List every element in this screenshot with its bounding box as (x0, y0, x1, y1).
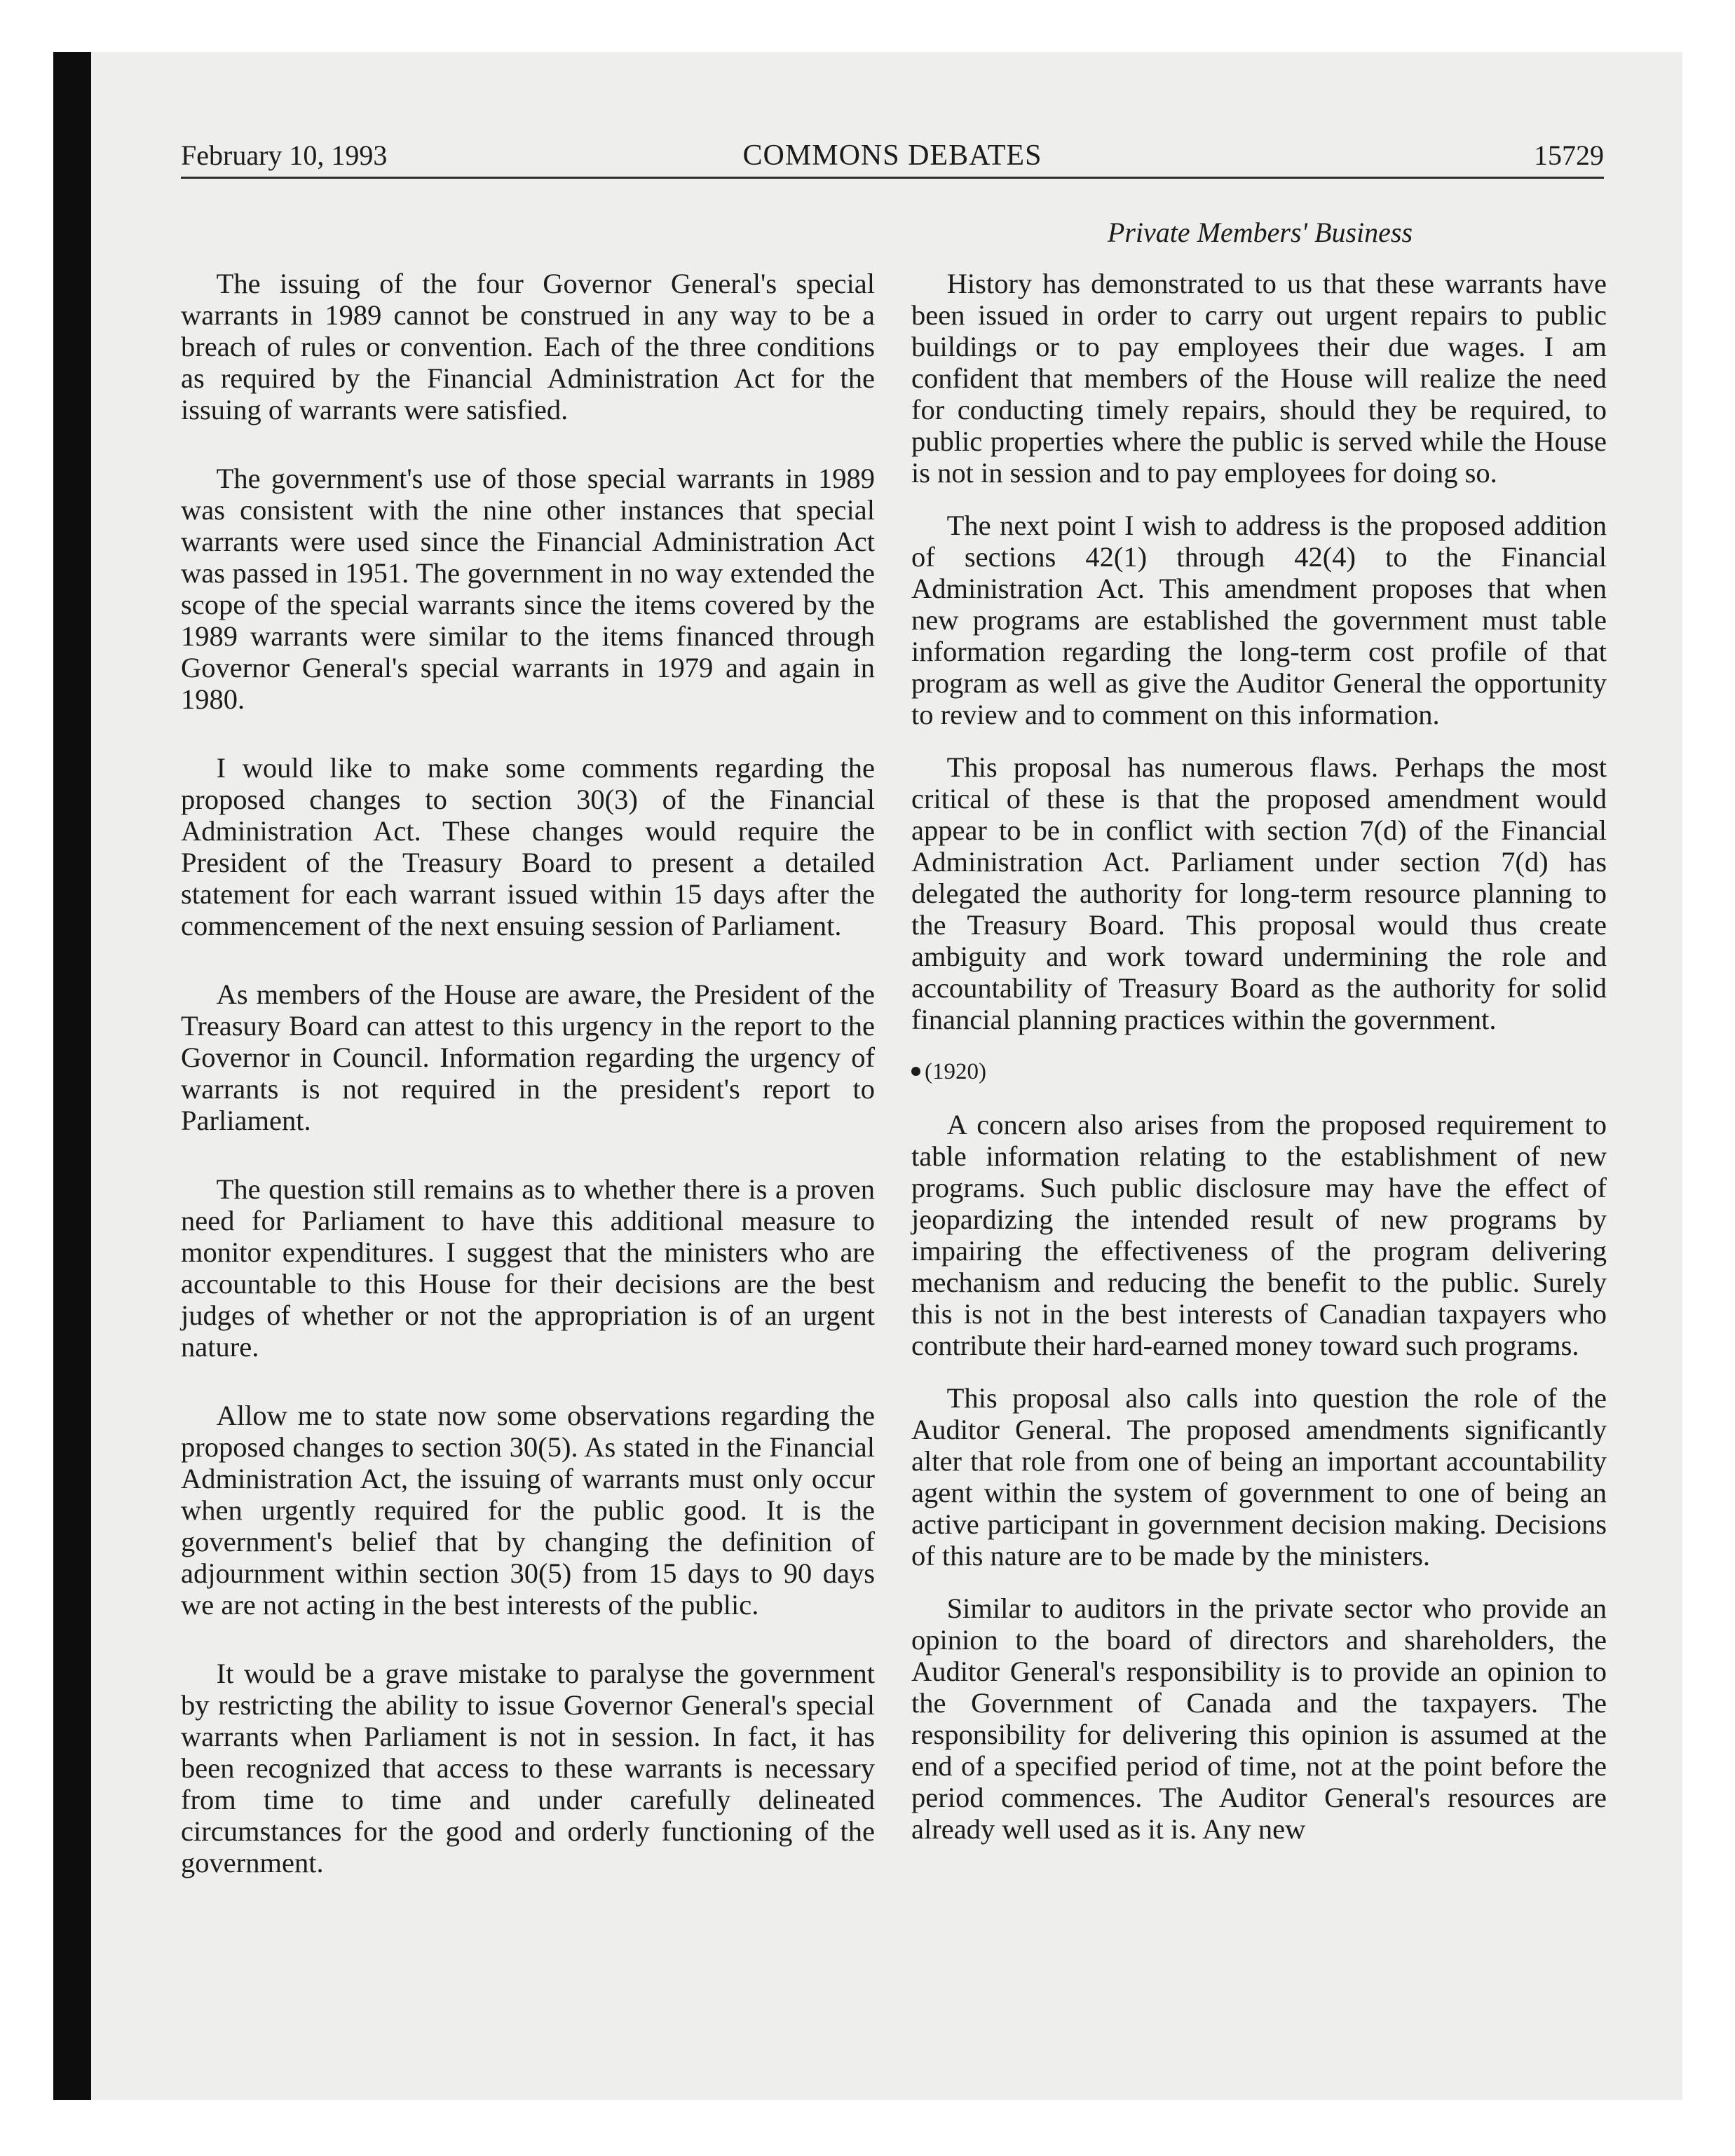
paragraph: Allow me to state now some observations regarding the proposed changes to section 30(5). As stated in the Financial Administration Act, the issuing of warrants must only occur when urgently required for the public good. It is the government's belief that by changing the definition of adjournment within section 30(5) from 15 days to 90 days we are not acting in the best interests of the public. (181, 1400, 875, 1621)
paragraph: A concern also arises from the proposed requirement to table information relating to the establishment of new programs. Such public disclosure may have the effect of jeopardizing the intended result of new programs by impairing the effectiveness of the program delivering mechanism and reducing the benefit to the public. Surely this is not in the best interests of Canadian taxpayers who contribute their hard-earned money toward such programs. (911, 1109, 1607, 1361)
section-heading: Private Members' Business (1107, 217, 1413, 248)
bullet-icon (911, 1067, 920, 1076)
right-column (911, 268, 1607, 1845)
scan-edge (53, 52, 91, 2100)
paragraph: The government's use of those special warrants in 1989 was consistent with the nine other instances that special warrants were used since the Financial Administration Act was passed in 1951. The government in no way extended the scope of the special warrants since the items covered by the 1989 warrants were similar to the items financed through Governor General's special warrants in 1979 and again in 1980. (181, 463, 875, 715)
paragraph: This proposal also calls into question the role of the Auditor General. The proposed amendments significantly alter that role from one of being an important accountability agent within the system of government to one of being an active participant in government decision making. Decisions of this nature are to be made by the ministers. (911, 1382, 1607, 1571)
paragraph: This proposal has numerous flaws. Perhaps the most critical of these is that the proposed amendment would appear to be in conflict with section 7(d) of the Financial Administration Act. Parliament under section 7(d) has delegated the authority for long-term resource planning to the Treasury Board. This proposal would thus create ambiguity and work toward undermining the role and accountability of Treasury Board as the authority for solid financial planning practices within the government. (911, 751, 1607, 1035)
paragraph: As members of the House are aware, the President of the Treasury Board can attest to this urgency in the report to the Governor in Council. Information regarding the urgency of warrants is not required in the president's report to Parliament. (181, 978, 875, 1136)
header-rule (181, 177, 1604, 179)
paragraph: The next point I wish to address is the proposed addition of sections 42(1) through 42(4) to the Financial Administration Act. This amendment proposes that when new programs are established the government must table information regarding the long-term cost profile of that program as well as give the Auditor General the opportunity to review and to comment on this information. (911, 510, 1607, 730)
header-page-number: 15729 (1534, 139, 1604, 171)
left-column (181, 268, 875, 1916)
header-title: COMMONS DEBATES (742, 139, 1042, 172)
page-header (181, 135, 1604, 177)
timestamp (911, 1056, 1607, 1088)
paragraph: The issuing of the four Governor General's special warrants in 1989 cannot be construed in any way to be a breach of rules or convention. Each of the three conditions as required by the Financial Administration Act for the issuing of warrants were satisfied. (181, 268, 875, 425)
timestamp-text: (1920) (925, 1059, 986, 1084)
header-date: February 10, 1993 (181, 139, 388, 171)
paragraph: I would like to make some comments regarding the proposed changes to section 30(3) of the Financial Administration Act. These changes would require the President of the Treasury Board to present a detailed statement for each warrant issued within 15 days after the commencement of the next ensuing session of Parliament. (181, 752, 875, 941)
paragraph: It would be a grave mistake to paralyse the government by restricting the ability to issue Governor General's special warrants when Parliament is not in session. In fact, it has been recognized that access to these warrants is necessary from time to time and under carefully delineated circumstances for the good and orderly functioning of the government. (181, 1658, 875, 1878)
paragraph: Similar to auditors in the private sector who provide an opinion to the board of directors and shareholders, the Auditor General's responsibility is to provide an opinion to the Government of Canada and the taxpayers. The responsibility for delivering this opinion is assumed at the end of a specified period of time, not at the point before the period commences. The Auditor General's resources are already well used as it is. Any new (911, 1592, 1607, 1845)
paragraph: The question still remains as to whether there is a proven need for Parliament to have this additional measure to monitor expenditures. I suggest that the ministers who are accountable to this House for their decisions are the best judges of whether or not the appropriation is of an urgent nature. (181, 1173, 875, 1363)
paragraph: History has demonstrated to us that these warrants have been issued in order to carry out urgent repairs to public buildings or to pay employees their due wages. I am confident that members of the House will realize the need for conducting timely repairs, should they be required, to public properties where the public is served while the House is not in session and to pay employees for doing so. (911, 268, 1607, 489)
